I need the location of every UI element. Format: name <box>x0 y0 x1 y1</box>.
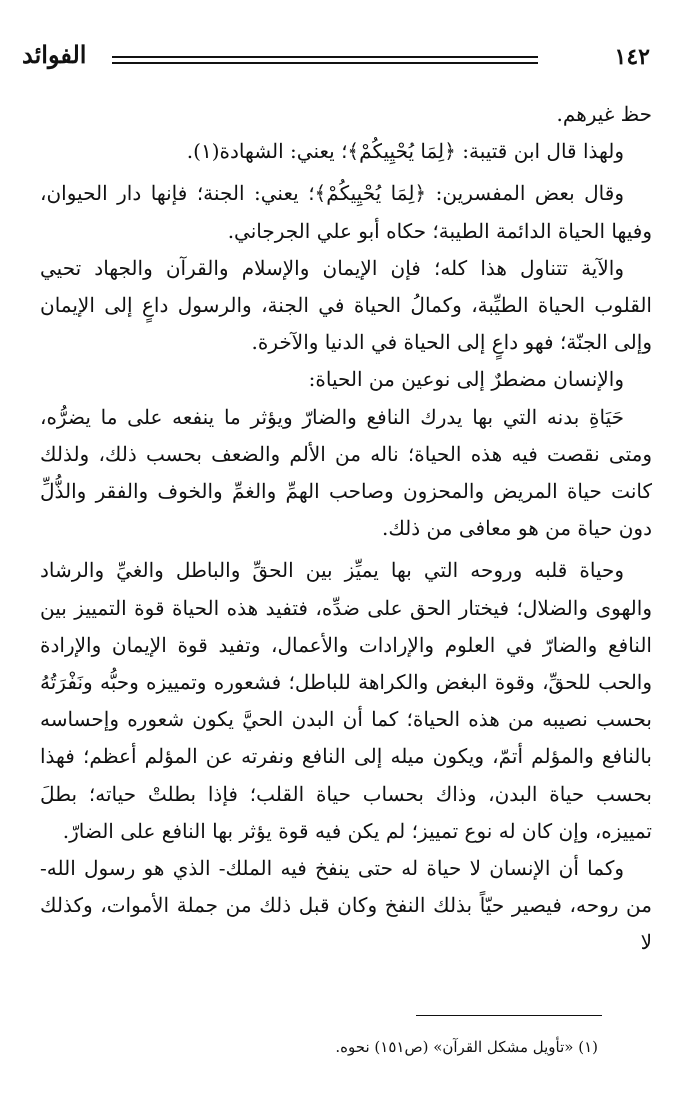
paragraph: حَيَاةِ بدنه التي بها يدرك النافع والضارّ ويؤثر ما ينفعه على ما يضرُّه، ومتى نقصت فيه هذه الحياة؛ ناله من الألم والضعف بحسب ذلك، ولذلك كانت حياة المريض والمحزون وصاحب الهمِّ والغمِّ والخوف والفقر والذُّلِّ دون حياة من هو معافى من ذلك. <box>40 404 652 541</box>
paragraph: وكما أن الإنسان لا حياة له حتى ينفخ فيه الملك- الذي هو رسول الله- من روحه، فيصير حيّاً بذلك النفخ وكان قبل ذلك من جملة الأموات، وكذلك لا <box>40 856 652 955</box>
page-number: ١٤٢ <box>614 44 650 70</box>
header-rule <box>112 56 538 64</box>
paragraph: وحياة قلبه وروحه التي بها يميِّز بين الحقِّ والباطل والغيِّ والرشاد والهوى والضلال؛ فيختار الحق على ضدِّه، فتفيد هذه الحياة قوة التمييز بين النافع والضارّ في العلوم والإرادات والأعمال، وتفيد قوة الإيمان والإرادة والحب للحقِّ، وقوة البغض والكراهة للباطل؛ فشعوره وتمييزه وحبُّه ونَفْرَتُهُ بحسب نصيبه من هذه الحياة؛ كما أن البدن الحيَّ يكون شعوره وإحساسه بالنافع والمؤلم أتمّ، ويكون ميله إلى النافع ونفرته عن المؤلم أعظم؛ فهذا بحسب حياة البدن، وذاك بحساب حياة القلب؛ فإذا بطلتْ حياته؛ بطلَ تمييزه، وإن كان له نوع تمييز؛ لم يكن فيه قوة يؤثر بها النافع على الضارّ. <box>40 558 652 843</box>
paragraph: وقال بعض المفسرين: ﴿لِمَا يُحْيِيكُمْ﴾؛ يعني: الجنة؛ فإنها دار الحيوان، وفيها الحياة الدائمة الطيبة؛ حكاه أبو علي الجرجاني. <box>40 181 652 243</box>
page-body <box>40 96 652 962</box>
page-header <box>22 40 650 76</box>
paragraph: ولهذا قال ابن قتيبة: ﴿لِمَا يُحْيِيكُمْ﴾؛ يعني: الشهادة(١). <box>186 139 624 164</box>
paragraph: والآية تتناول هذا كله؛ فإن الإيمان والإسلام والقرآن والجهاد تحيي القلوب الحياة الطيِّبة، وكمالُ الحياة في الجنة، والرسول داعٍ إلى الإيمان وإلى الجنّة؛ فهو داعٍ إلى الحياة في الدنيا والآخرة. <box>40 255 652 355</box>
running-title: الفوائد <box>22 40 87 69</box>
paragraph: والإنسان مضطرٌ إلى نوعين من الحياة: <box>308 367 624 392</box>
footnote: (١) «تأويل مشكل القرآن» (ص١٥١) نحوه. <box>335 1038 598 1056</box>
paragraph: حظ غيرهم. <box>556 102 652 126</box>
footnote-rule <box>416 1015 602 1016</box>
